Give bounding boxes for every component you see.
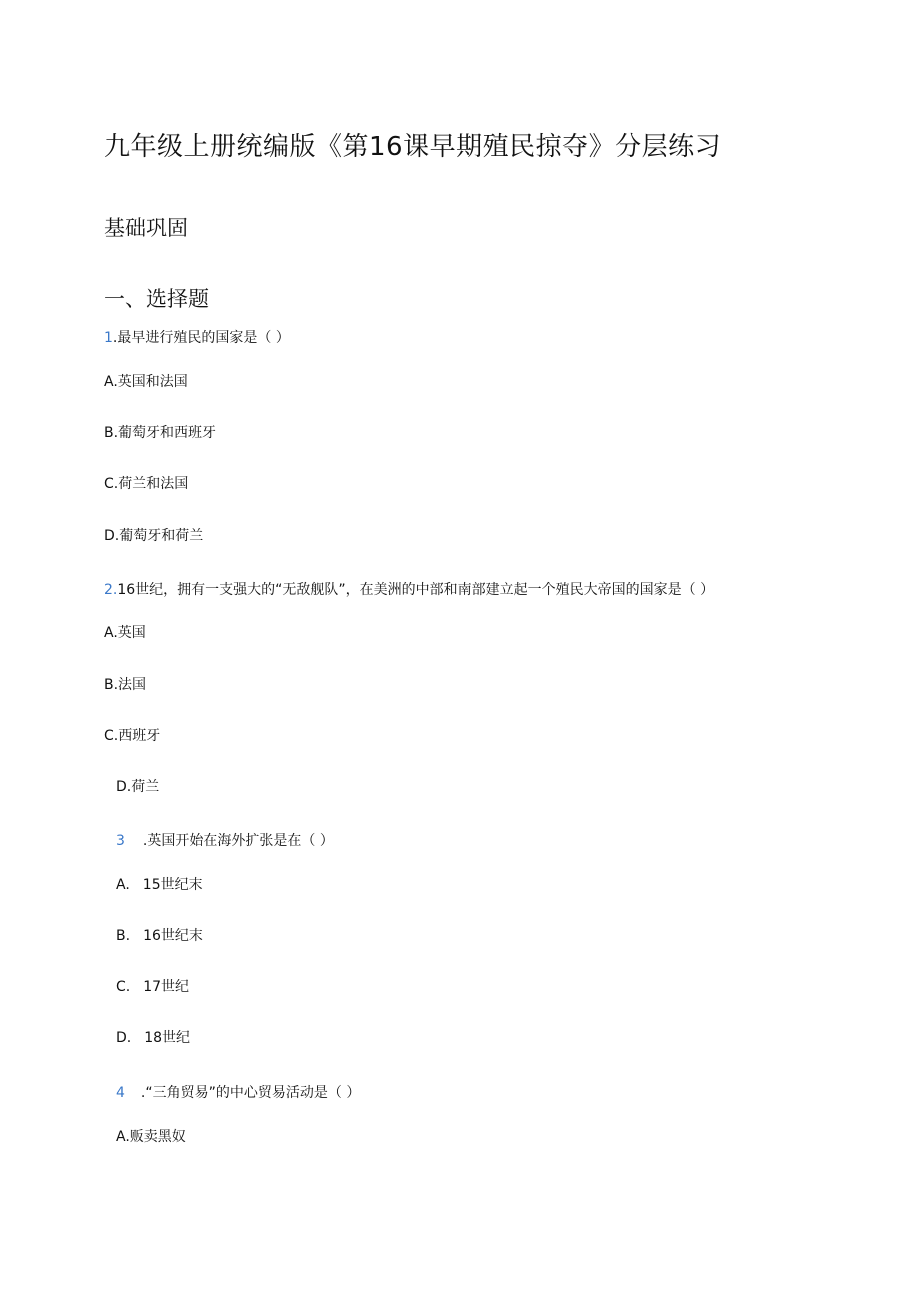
option-letter: B.: [116, 928, 131, 944]
option-text: 16世纪末: [143, 928, 203, 944]
question-text: 16世纪，拥有一支强大的“无敌舰队”，在美洲的中部和南部建立起一个殖民大帝国的国家是（ ）: [117, 582, 715, 598]
section-heading: 一、选择题: [104, 287, 209, 311]
q2-option-b: B.法国: [104, 677, 147, 693]
q4-option-a: A.贩卖黑奴: [116, 1129, 186, 1145]
question-2: [104, 579, 714, 599]
q3-option-d: [116, 1027, 190, 1047]
question-text: .“三角贸易”的中心贸易活动是（ ）: [140, 1085, 361, 1101]
q1-option-c: C.荷兰和法国: [104, 476, 189, 492]
subtitle-basic: 基础巩固: [104, 216, 188, 240]
q1-option-d: D.葡萄牙和荷兰: [104, 528, 204, 544]
q3-option-a: [116, 874, 203, 894]
option-letter: C.: [116, 979, 131, 995]
question-text: .最早进行殖民的国家是（ ）: [112, 330, 290, 346]
option-text: 17世纪: [143, 979, 190, 995]
question-number: 4: [116, 1085, 125, 1101]
question-number: 3: [116, 833, 125, 849]
document-title: 九年级上册统编版《第16课早期殖民掠夺》分层练习: [104, 132, 722, 162]
question-3: [116, 830, 334, 850]
q2-option-a: A.英国: [104, 625, 146, 641]
option-text: 18世纪: [144, 1030, 191, 1046]
question-number: 1: [104, 330, 113, 346]
question-number: 2.: [104, 582, 118, 598]
question-1: [104, 327, 290, 347]
question-text: .英国开始在海外扩张是在（ ）: [142, 833, 334, 849]
q1-option-a: A.英国和法国: [104, 374, 188, 390]
q2-option-c: C.西班牙: [104, 728, 161, 744]
option-letter: D.: [116, 1030, 132, 1046]
question-4: [116, 1082, 360, 1102]
q3-option-b: [116, 925, 203, 945]
option-letter: A.: [116, 877, 130, 893]
q1-option-b: B.葡萄牙和西班牙: [104, 425, 217, 441]
option-text: 15世纪末: [142, 877, 203, 893]
q2-option-d: D.荷兰: [116, 779, 160, 795]
q3-option-c: [116, 976, 189, 996]
